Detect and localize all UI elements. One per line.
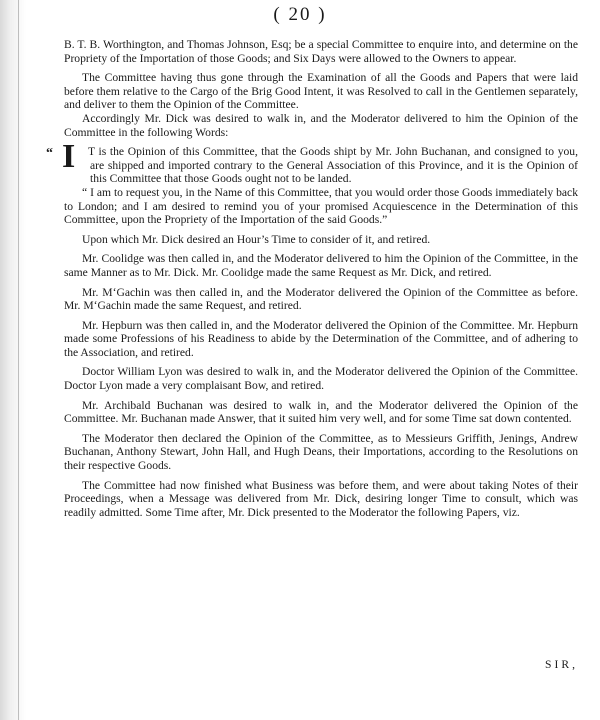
paragraph-declaration: The Moderator then declared the Opinion of the Committee, as to Messieurs Griffith, Jenings, Andrew Buchanan, Anthony Stewart, John Hall, and Hugh Deans, their Importations, according to the Resolutions on their respective Goods. [64, 431, 578, 473]
quoted-opinion [46, 138, 578, 186]
paragraph-archibald-buchanan: Mr. Archibald Buchanan was desired to walk in, and the Moderator delivered the Opinion of the Committee. Mr. Buchanan made Answer, that it suited him very well, and for some Time sat down contented. [64, 398, 578, 426]
drop-cap: I [62, 138, 76, 176]
opening-quote-mark: “ [46, 146, 53, 162]
paragraph-request: “ I am to request you, in the Name of this Committee, that you would order those Goods immediately back to London; and I am desired to remind you of your promised Acquiescence in the Determination of this Committee, upon the Propriety of the Importation of the said Goods.” [64, 185, 578, 227]
paragraph-hepburn: Mr. Hepburn was then called in, and the Moderator delivered the Opinion of the Committee. Mr. Hepburn made some Professions of his Readiness to abide by the Determination of the Committee, and of adhering to the Association, and retired. [64, 318, 578, 359]
document-body [46, 38, 578, 519]
page-number: ( 20 ) [273, 4, 327, 25]
paragraph-dick-retired: Upon which Mr. Dick desired an Hour’s Time to consider of it, and retired. [82, 232, 431, 246]
quoted-opinion-text: T is the Opinion of this Committee, that the Goods shipt by Mr. John Buchanan, and consigned to you, are shipped and imported contrary to the General Association of this Province, and it is the Opinion of this Committee that those Goods ought not to be landed. [88, 145, 578, 186]
paragraph-1: B. T. B. Worthington, and Thomas Johnson, Esq; be a special Committee to enquire into, and determine on the Propriety of the Importation of those Goods; and Six Days were allowed to the Owners to appear. [64, 38, 578, 65]
paragraph-lyon: Doctor William Lyon was desired to walk in, and the Moderator delivered the Opinion of the Committee. Doctor Lyon made a very complaisant Bow, and retired. [64, 365, 578, 393]
paragraph-mcgachin: Mr. M‘Gachin was then called in, and the Moderator delivered the Opinion of the Committee as before. Mr. M‘Gachin made the same Request, and retired. [64, 285, 578, 313]
paragraph-proceedings: The Committee had now finished what Business was before them, and were about taking Notes of their Proceedings, when a Message was delivered from Mr. Dick, desiring longer Time to consult, which was readily admitted. Some Time after, Mr. Dick presented to the Moderator the following Papers, viz. [64, 478, 578, 519]
letter-salutation: SIR, [545, 658, 578, 671]
page-gutter-shadow [0, 0, 28, 720]
paragraph-coolidge: Mr. Coolidge was then called in, and the Moderator delivered to him the Opinion of the Committee, in the same Manner as to Mr. Dick. Mr. Coolidge made the same Request as Mr. Dick, and retired. [64, 252, 578, 279]
page-gutter-line [18, 0, 19, 720]
paragraph-3: Accordingly Mr. Dick was desired to walk in, and the Moderator delivered to him the Opinion of the Committee in the following Words: [64, 111, 578, 139]
paragraph-2: The Committee having thus gone through the Examination of all the Goods and Papers that were laid before them relative to the Cargo of the Brig Good Intent, it was Resolved to call in the Gentlemen separately, and deliver to them the Opinion of the Committee. [64, 71, 578, 112]
